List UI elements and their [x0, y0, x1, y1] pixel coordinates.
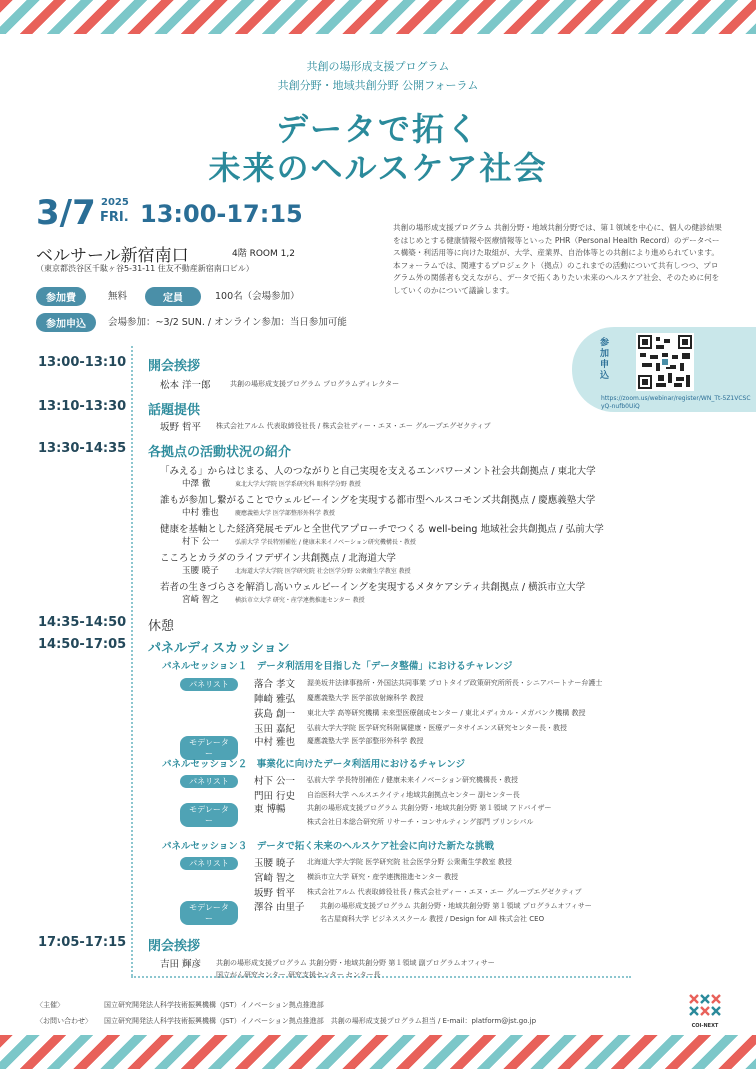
- moderator-affiliation: 株式会社日本総合研究所 リサーチ・コンサルティング部門 プリンシパル: [307, 818, 534, 826]
- panelist-affiliation: 弘前大学大学院 医学研究科附属健康・医療データサイエンス研究センター長・教授: [307, 724, 567, 732]
- qr-code[interactable]: [636, 333, 694, 391]
- role-badge: モデレーター: [180, 736, 238, 760]
- site-title: 健康を基軸とした経済発展モデルと全世代アプローチでつくる well-being 地域社会共創拠点 / 弘前大学: [160, 524, 604, 535]
- agenda-title: 閉会挨拶: [148, 939, 201, 954]
- registration-url[interactable]: https://zoom.us/webinar/register/WN_Tt-5Z1VCSCyQ-nufb0UiQ: [601, 395, 751, 410]
- site-speaker: 中村 雅也: [182, 508, 219, 518]
- moderator-affiliation: 共創の場形成支援プログラム 共創分野・地域共創分野 第１領域 アドバイザー: [307, 804, 552, 812]
- contact-text: 国立研究開発法人科学技術振興機構（JST）イノベーション拠点推進部 共創の場形成支援プログラム担当 / E-mail：platform@jst.go.jp: [104, 1017, 537, 1025]
- site-affiliation: 慶應義塾大学 医学部整形外科学 教授: [235, 510, 335, 517]
- top-stripe-border: [0, 0, 756, 34]
- role-badge: パネリスト: [180, 857, 238, 870]
- venue-name: ベルサール新宿南口: [36, 246, 189, 266]
- site-speaker: 中澤 徹: [182, 479, 211, 489]
- event-year: 2025: [101, 197, 129, 208]
- capacity-value: 100名（会場参加）: [215, 291, 300, 302]
- panel-session-title: パネルセッション１ データ利活用を目指した「データ整備」におけるチャレンジ: [162, 661, 513, 672]
- panel-session-title: パネルセッション３ データで拓く未来のヘルスケア社会に向けた新たな挑戦: [162, 841, 495, 852]
- timeline-dots-bottom: [131, 976, 631, 978]
- site-title: 若者の生きづらさを解消し高いウェルビーイングを実現するメタケアシティ共創拠点 / 横浜市立大学: [160, 582, 586, 593]
- panelist-name: 村下 公一: [254, 776, 296, 787]
- event-weekday: FRI.: [100, 210, 129, 225]
- panelist-affiliation: 北海道大学大学院 医学研究院 社会医学分野 公衆衛生学教室 教授: [307, 858, 512, 866]
- site-title: 「みえる」からはじまる、人のつながりと自己実現を支えるエンパワーメント社会共創拠点 / 東北大学: [160, 466, 596, 477]
- agenda-time: 13:10-13:30: [38, 399, 127, 414]
- panelist-affiliation: 東北大学 高等研究機構 未来型医療創成センター / 東北メディカル・メガバンク機構 教授: [307, 709, 586, 717]
- fee-badge: 参加費: [36, 287, 86, 306]
- intro-paragraph-2: 本フォーラムでは、関連するプロジェクト（拠点）のこれまでの活動について共有しつつ、プログラム外の関係者も交えながら、データで拓くありたい未来のヘルスケア社会、そのために何をしていくのかについて議論します。: [393, 260, 720, 295]
- panelist-name: 玉腰 暁子: [254, 858, 296, 869]
- agenda-title: 休憩: [148, 619, 175, 634]
- site-title: 誰もが参加し繋がることでウェルビーイングを実現する都市型ヘルスコモンズ共創拠点 / 慶應義塾大学: [160, 495, 596, 506]
- coi-next-logo: [688, 993, 722, 1027]
- panelist-name: 荻島 創一: [254, 709, 296, 720]
- site-speaker: 宮崎 智之: [182, 595, 219, 605]
- site-title: こころとカラダのライフデザイン共創拠点 / 北海道大学: [160, 553, 396, 564]
- coi-next-logo-icon: [688, 993, 722, 1019]
- panel-session-title: パネルセッション２ 事業化に向けたデータ利活用におけるチャレンジ: [162, 759, 466, 770]
- moderator-name: 中村 雅也: [254, 737, 296, 748]
- organizer-label: 〈主催〉: [36, 1001, 64, 1009]
- agenda-title: パネルディスカッション: [148, 641, 290, 656]
- moderator-affiliation: 共創の場形成支援プログラム 共創分野・地域共創分野 第１領域 プログラムオフィサー: [320, 902, 592, 910]
- event-date: 3/7: [36, 193, 96, 233]
- panelist-name: 落合 孝文: [254, 679, 296, 690]
- venue-address: （東京都渋谷区千駄ヶ谷5-31-11 住友不動産新宿南口ビル）: [36, 264, 254, 273]
- panelist-affiliation: 弘前大学 学長特別補佐 / 健康未来イノベーション研究機構長・教授: [307, 776, 519, 784]
- panelist-affiliation: 渥美坂井法律事務所・外国法共同事業 プロトタイプ政策研究所所長・シニアパートナー弁護士: [307, 679, 603, 687]
- agenda-title: 開会挨拶: [148, 359, 201, 374]
- moderator-affiliation: 慶應義塾大学 医学部整形外科学 教授: [307, 737, 424, 745]
- agenda-time: 13:30-14:35: [38, 441, 127, 456]
- role-badge: パネリスト: [180, 775, 238, 788]
- panelist-affiliation: 自治医科大学 ヘルスエクイティ地域共創拠点センター 副センター長: [307, 791, 520, 799]
- speaker-name: 坂野 哲平: [160, 422, 202, 433]
- role-badge: パネリスト: [180, 678, 238, 691]
- site-speaker: 村下 公一: [182, 537, 219, 547]
- agenda-time: 14:50-17:05: [38, 637, 127, 652]
- panelist-name: 玉田 嘉紀: [254, 724, 296, 735]
- program-name: 共創の場形成支援プログラム: [306, 60, 450, 73]
- organizer-text: 国立研究開発法人科学技術振興機構（JST）イノベーション拠点推進部: [104, 1001, 324, 1009]
- panelist-name: 陣崎 雅弘: [254, 694, 296, 705]
- agenda-title: 話題提供: [148, 403, 201, 418]
- coi-next-logo-text: COI-NEXT: [691, 1023, 719, 1029]
- apply-value: 会場参加：~3/2 SUN. / オンライン参加：当日参加可能: [108, 317, 347, 328]
- intro-text: [393, 222, 723, 298]
- panelist-affiliation: 横浜市立大学 研究・産学連携推進センター 教授: [307, 873, 459, 881]
- fee-value: 無料: [108, 291, 128, 302]
- capacity-badge: 定員: [145, 287, 201, 306]
- speaker-name: 松本 洋一郎: [160, 380, 211, 391]
- agenda-time: 17:05-17:15: [38, 935, 127, 950]
- registration-label: 参加申込: [600, 338, 610, 381]
- moderator-name: 澤谷 由里子: [254, 902, 305, 913]
- site-affiliation: 横浜市立大学 研究・産学連携推進センター 教授: [235, 597, 365, 604]
- speaker-affiliation: 共創の場形成支援プログラム プログラムディレクター: [230, 380, 400, 388]
- panelist-name: 坂野 哲平: [254, 888, 296, 899]
- site-speaker: 玉腰 暁子: [182, 566, 219, 576]
- panelist-name: 宮崎 智之: [254, 873, 296, 884]
- panelist-name: 門田 行史: [254, 791, 296, 802]
- site-affiliation: 北海道大学大学院 医学研究院 社会医学分野 公衆衛生学教室 教授: [235, 568, 411, 575]
- speaker-affiliation: 国立がん研究センター 研究支援センター センター長: [216, 971, 381, 979]
- role-badge: モデレーター: [180, 901, 238, 925]
- agenda-time: 13:00-13:10: [38, 355, 127, 370]
- panelist-affiliation: 慶應義塾大学 医学部放射線科学 教授: [307, 694, 424, 702]
- contact-label: 〈お問い合わせ〉: [36, 1017, 92, 1025]
- qr-icon: [638, 335, 692, 389]
- bottom-stripe-border: [0, 1035, 756, 1069]
- role-badge: モデレーター: [180, 803, 238, 827]
- apply-badge: 参加申込: [36, 313, 96, 332]
- site-affiliation: 東北大学大学院 医学系研究科 眼科学分野 教授: [235, 481, 361, 488]
- moderator-name: 東 博暢: [254, 804, 286, 815]
- moderator-affiliation: 名古屋商科大学 ビジネススクール 教授 / Design for All 株式会社 CEO: [320, 915, 545, 923]
- title-line-1: データで拓く: [275, 110, 480, 148]
- speaker-name: 吉田 輝彦: [160, 959, 202, 970]
- timeline-dots: [131, 346, 133, 976]
- title-line-2: 未来のヘルスケア社会: [208, 149, 548, 187]
- speaker-affiliation: 共創の場形成支援プログラム 共創分野・地域共創分野 第１領域 副プログラムオフィサー: [216, 959, 495, 967]
- speaker-affiliation: 株式会社アルム 代表取締役社長 / 株式会社ディー・エヌ・エー グループエグゼクティブ: [216, 422, 491, 430]
- site-affiliation: 弘前大学 学長特別補佐 / 健康未来イノベーション研究機構長・教授: [235, 539, 416, 546]
- forum-name: 共創分野・地域共創分野 公開フォーラム: [277, 79, 479, 92]
- agenda-title: 各拠点の活動状況の紹介: [148, 445, 292, 460]
- panelist-affiliation: 株式会社アルム 代表取締役社長 / 株式会社ディー・エヌ・エー グループエグゼクティブ: [307, 888, 582, 896]
- event-time: 13:00-17:15: [140, 200, 303, 228]
- agenda-time: 14:35-14:50: [38, 615, 127, 630]
- venue-room: 4階 ROOM 1,2: [232, 249, 295, 259]
- intro-paragraph-1: 共創の場形成支援プログラム 共創分野・地域共創分野では、第１領域を中心に、個人の健診結果をはじめとする健康情報や医療情報等といった PHR（Personal Health Record）のデータベース構築・利活用等に向けた取組が、大学、産業界、自治体等との共創により進められています。: [393, 223, 722, 258]
